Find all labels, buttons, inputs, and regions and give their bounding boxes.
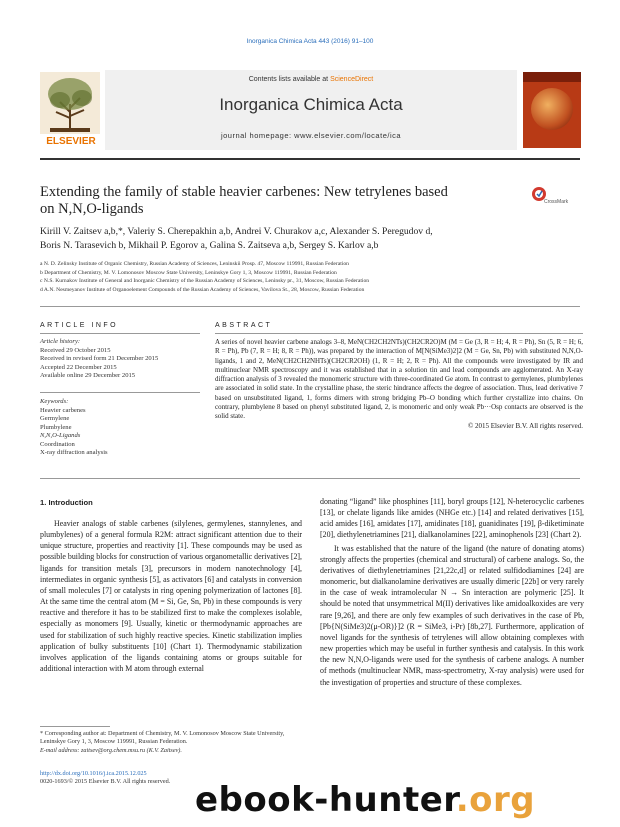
intro-paragraph-2: donating “ligand” like phosphines [11], boryl groups [12], N-heterocyclic carbenes [13], or chelate ligands like amides (NHGe etc.) [14] and related derivatives [15], acid amides [16], amidates [17], amidinates [18], guanidinates [19], β-diketiminate [20], diethylenetriamines [21], dialkanolamines [22], aminophenols [23] (Chart 2). [320, 497, 584, 540]
article-info-label: ARTICLE INFO [40, 322, 119, 329]
journal-title: Inorganica Chimica Acta [219, 95, 403, 114]
article-history [40, 338, 200, 381]
intro-right-column [320, 496, 584, 688]
elsevier-tree-logo-icon [40, 72, 100, 144]
abstract-label: ABSTRACT [215, 322, 273, 329]
affiliation-c: c N.S. Kurnakov Institute of General and Inorganic Chemistry of the Russian Academy of Sciences, Leninsky pr., 31, Moscow, Russian Federation [40, 278, 370, 285]
email-address[interactable]: E-mail address: zaitsev@org.chem.msu.ru (K.V. Zaitsev). [40, 746, 182, 754]
intro-paragraph-3: It was established that the nature of the ligand (the nature of donating atoms) strongly affects the properties (chemical and structural) of carbene analogs. So, the derivatives of diethylenetriamines [21,22c,d] or related sulfidodiamines [24] are monomeric, but dialkanolamine derivatives are usually dimeric [22b] or very rarely in the case of weak intramolecular N → Sn interaction are polymeric [25]. It should be noted that unsymmetrical M(II) derivatives like amidoalkoxides are very rare [9,26], and there are only few examples of such derivatives in the case of Pb, [Pb{N(SiMe3)2(μ-OR)}]2 (R = SiMe3, i-Pr) [8b,27]. Furthermore, application of novel ligands for the synthesis of tetrylenes will allow obtaining complexes with new properties which may be useful in further synthesis and catalysis. In this work the new N,N,O-ligands were used for the synthesis of carbene analogs. A number of methods (multinuclear NMR, mass-spectrometry, X-ray analysis) were used for the investigation of properties and structure of these complexes. [320, 543, 584, 687]
intro-left-column [40, 518, 302, 674]
article-title [40, 184, 500, 218]
history-heading: Article history: [40, 338, 81, 345]
affiliation-b: b Department of Chemistry, M. V. Lomonosov Moscow State University, Leninskye Gory 1, 3, Moscow 119991, Russian Federation [40, 269, 337, 276]
sciencedirect-link[interactable]: ScienceDirect [330, 76, 374, 83]
issn-copyright: 0020-1693/© 2015 Elsevier B.V. All rights reserved. [40, 778, 171, 786]
author-list [40, 225, 585, 253]
contents-prefix: Contents lists available at [248, 76, 331, 83]
authors-line-1: Kirill V. Zaitsev a,b,*, Valeriy S. Cherepakhin a,b, Andrei V. Churakov a,c, Alexander S. Peregudov d, [40, 226, 433, 237]
body-divider [40, 478, 580, 479]
watermark [195, 780, 535, 820]
affiliation-d: d A.N. Nesmeyanov Institute of Organoelement Compounds of the Russian Academy of Sciences, Vavilova St., 28, Moscow, Russian Federation [40, 286, 365, 293]
doi-link[interactable]: http://dx.doi.org/10.1016/j.ica.2015.12.025 [40, 770, 147, 777]
publisher-name: ELSEVIER [46, 136, 96, 147]
crossmark-label[interactable]: CrossMark [544, 199, 569, 205]
watermark-tld: .org [455, 780, 536, 820]
header-divider [40, 158, 580, 160]
keyword-item: Heavier carbenes [40, 406, 86, 414]
affiliations [40, 260, 585, 294]
keyword-item: Germylene [40, 415, 70, 422]
history-revised: Received in revised form 21 December 2015 [40, 355, 159, 362]
history-received: Received 29 October 2015 [40, 346, 111, 354]
journal-homepage[interactable]: journal homepage: www.elsevier.com/locate/ica [220, 131, 402, 140]
keyword-item: X-ray diffraction analysis [40, 449, 108, 456]
journal-cover-image [523, 72, 581, 148]
watermark-main: ebook-hunter [195, 780, 456, 820]
article-info-underline [40, 333, 200, 334]
info-divider [40, 306, 580, 307]
keyword-item: Plumbylene [40, 423, 72, 431]
keyword-item: Coordination [40, 440, 75, 448]
title-line-1: Extending the family of stable heavier carbenes: New tetrylenes based [40, 184, 448, 200]
keyword-item: N,N,O-Ligands [40, 432, 81, 439]
footnote [40, 730, 302, 755]
history-accepted: Accepted 22 December 2015 [40, 363, 117, 371]
authors-line-2: Boris N. Tarasevich b, Mikhail P. Egorov a, Galina S. Zaitseva a,b, Sergey S. Karlov a,b [40, 240, 379, 251]
intro-paragraph-1: Heavier analogs of stable carbenes (silylenes, germylenes, stannylenes, and plumbylenes) of a general formula R2M: attract significant attention due to their unique structure, properties and reactivity [1]. These compounds may be used as possible building blocks for construction of various organometallic derivatives [2], ligands for transition metals [3], precursors in modern nanotechnology [4], intermediates in organic synthesis [5], as activators [6] and catalysts in conversion of small molecules [7] or catalysts in ring opening polymerization of lactones [8]. At the same time the central atom (M = Si, Ge, Sn, Pb) in these compounds is very reactive and therefore it has to be stabilized first to make the complexes isolable, especially as monomers [9]. Usually, kinetic or thermodynamic approaches are used for stabilization of such highly reactive species. Kinetic stabilization implies application of bulky substituents [10] (Chart 1). Thermodynamic stabilization involves application of the ligands containing atoms or groups suitable for additional interaction with M atom through external [40, 519, 302, 674]
abstract-underline [215, 333, 583, 334]
affiliation-a: a N. D. Zelinsky Institute of Organic Chemistry, Russian Academy of Sciences, Leninskii Prosp. 47, Moscow 119991, Russian Federation [40, 261, 349, 267]
copyright: © 2015 Elsevier B.V. All rights reserved. [467, 421, 583, 430]
title-line-2: on N,N,O-ligands [40, 201, 144, 217]
contents-line [105, 76, 517, 83]
history-online: Available online 29 December 2015 [40, 372, 136, 379]
abstract-body [215, 338, 583, 431]
journal-reference[interactable]: Inorganica Chimica Acta 443 (2016) 91–100 [246, 38, 374, 45]
footnote-rule [40, 726, 110, 727]
abstract-paragraph: A series of novel heavier carbene analogs 3–8, MeN(CH2CH2NTs)(CH2CR2O)M (M = Ge (3, R = H; 4, R = Ph), Sn (5, R = H; 6, R = Ph), Pb (7, R = H; 8, R = Ph)), was prepared by the interaction of M[N(SiMe3)2]2 (M = Ge, Sn, Pb) with substituted N,N,O-ligands, 1 and 2, MeN(CH2CH2NHTs)(CH2CR2OH) (1, R = H; 2, R = Ph). All the compounds were investigated by IR and multinuclear NMR spectroscopy and it was established that in a solution tin and lead compounds are agglomerated. An X-ray diffraction analysis of 3 revealed the monomeric structure with three-coordinated Ge atom. In contrast to germylenes, plumbylenes are associated in solid state. In the crystalline phase, the steric hindrance affects the degree of association. Thus, lead derivative 7 based on unsubstituted ligand, 1, forms dimers with strong bridging Pb–O bonding which further crystallize into chains. On contrary, plumbylene 8 based on phenyl substituted ligand, 2, is monomeric and only weak Pb···Osp contacts are observed is the solid state. [215, 338, 583, 421]
keywords [40, 398, 200, 458]
corresponding-author-note: * Corresponding author at: Department of Chemistry, M. V. Lomonosov Moscow State University, Leninskye Gory 1, 3, Moscow 119991, Russian Federation. [40, 730, 285, 746]
section-heading: 1. Introduction [40, 498, 93, 507]
keywords-heading: Keywords: [40, 398, 69, 405]
history-divider [40, 392, 200, 393]
